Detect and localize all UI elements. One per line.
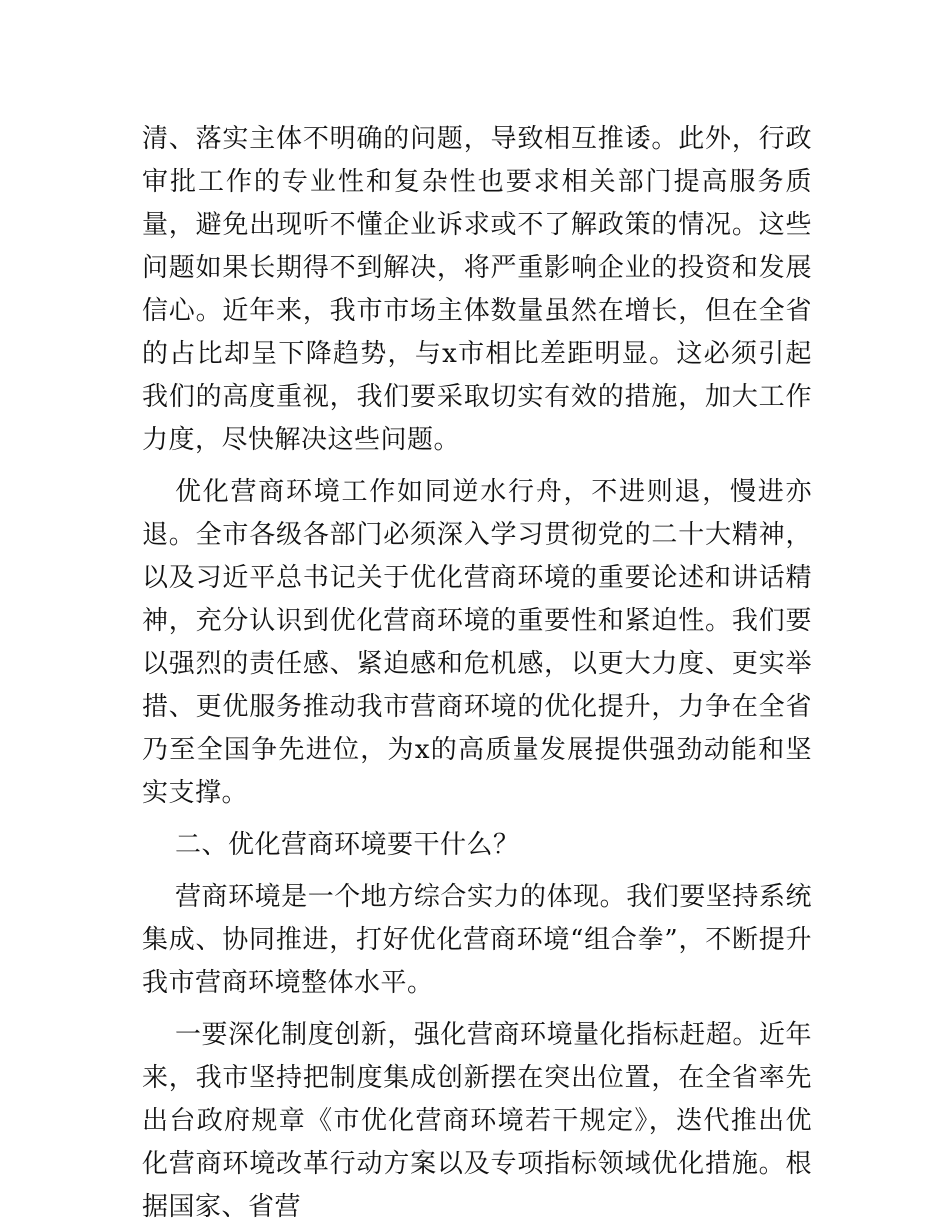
section-heading: 二、优化营商环境要干什么？	[175, 830, 520, 860]
document-body	[142, 118, 812, 1229]
paragraph-urgency: 优化营商环境工作如同逆水行舟，不进则退，慢进亦退。全市各级各部门必须深入学习贯彻党的二十大精神，以及习近平总书记关于优化营商环境的重要论述和讲话精神，充分认识到优化营商环境的重要性和紧迫性。我们要以强烈的责任感、紧迫感和危机感，以更大力度、更实举措、更优服务推动我市营商环境的优化提升，力争在全省乃至全国争先进位，为x的高质量发展提供强劲动能和坚实支撑。	[142, 477, 812, 808]
paragraph-continuation: 清、落实主体不明确的问题，导致相互推诿。此外，行政审批工作的专业性和复杂性也要求相关部门提高服务质量，避免出现听不懂企业诉求或不了解政策的情况。这些问题如果长期得不到解决，将严重影响企业的投资和发展信心。近年来，我市市场主体数量虽然在增长，但在全省的占比却呈下降趋势，与x市相比差距明显。这必须引起我们的高度重视，我们要采取切实有效的措施，加大工作力度，尽快解决这些问题。	[142, 124, 812, 455]
paragraph-overview: 营商环境是一个地方综合实力的体现。我们要坚持系统集成、协同推进，打好优化营商环境“组合拳”，不断提升我市营商环境整体水平。	[142, 882, 812, 998]
paragraph-institutional-innovation: 一要深化制度创新，强化营商环境量化指标赶超。近年来，我市坚持把制度集成创新摆在突出位置，在全省率先出台政府规章《市优化营商环境若干规定》，迭代推出优化营商环境改革行动方案以及专项指标领域优化措施。根据国家、省营	[142, 1020, 812, 1222]
